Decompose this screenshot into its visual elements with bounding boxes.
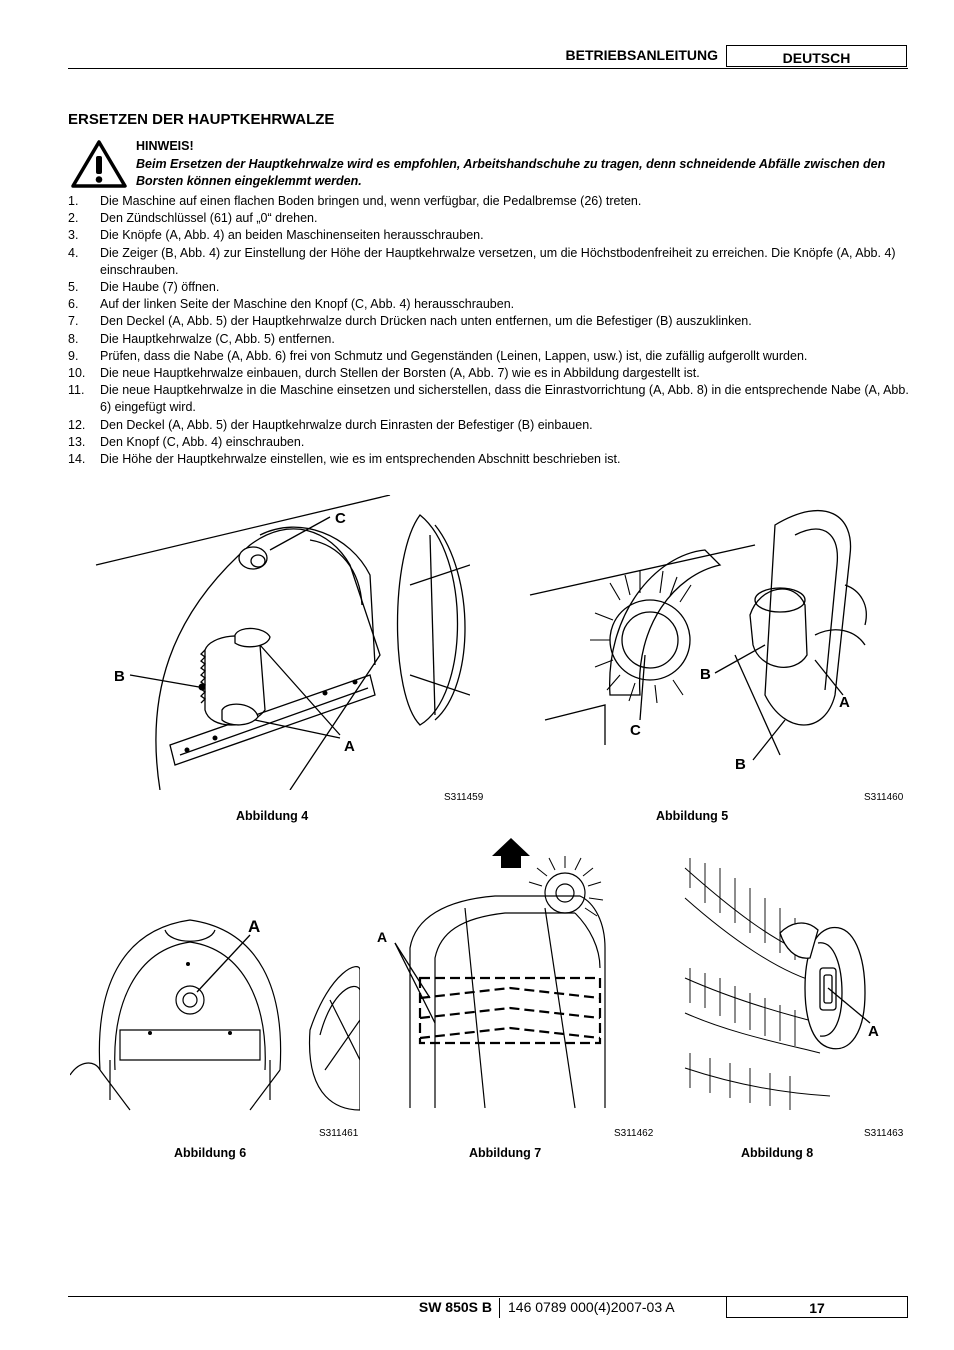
figure-5-illustration [525, 495, 910, 790]
language-box: DEUTSCH [726, 45, 907, 67]
list-item: 7. Den Deckel (A, Abb. 5) der Hauptkehrwalze durch Drücken nach unten entfernen, um die Befestiger (B) auszuklinken. [68, 314, 752, 329]
figure-8-label-a: A [868, 1023, 879, 1040]
arrow-up-icon [492, 838, 530, 868]
list-item: 5. Die Haube (7) öffnen. [68, 280, 220, 295]
footer-doc-code: 146 0789 000(4)2007-03 A [508, 1299, 675, 1315]
figure-7-illustration [375, 838, 625, 1116]
list-item: 13. Den Knopf (C, Abb. 4) einschrauben. [68, 434, 305, 449]
figure-6-label-a: A [248, 917, 261, 936]
list-item: 10. Die neue Hauptkehrwalze einbauen, durch Stellen der Borsten (A, Abb. 7) wie es in Abbildung dargestellt ist. [68, 366, 700, 381]
figure-6-caption: Abbildung 6 [174, 1146, 247, 1160]
list-item: 9. Prüfen, dass die Nabe (A, Abb. 6) frei von Schmutz und Gegenständen (Leinen, Lappen, usw.) ist, die zufällig aufgerollt wurden. [68, 348, 808, 363]
figure-4-label-a: A [344, 738, 355, 755]
figure-6-code: S311461 [319, 1128, 359, 1139]
figure-4-label-b: B [114, 668, 125, 685]
figure-5-caption: Abbildung 5 [656, 809, 729, 823]
figure-5-label-a: A [839, 694, 850, 711]
figure-5-label-b-top: B [700, 666, 711, 683]
list-item: 1. Die Maschine auf einen flachen Boden bringen und, wenn verfügbar, die Pedalbremse (26) treten. [68, 194, 642, 208]
list-item: 12. Den Deckel (A, Abb. 5) der Hauptkehrwalze durch Einrasten der Befestiger (B) einbauen. [68, 417, 593, 432]
manual-title: BETRIEBSANLEITUNG [565, 47, 718, 63]
figure-4-label-c: C [335, 510, 346, 527]
figure-5-label-b-bottom: B [735, 756, 746, 773]
list-item: 2. Den Zündschlüssel (61) auf „0“ drehen. [68, 211, 318, 226]
note-text: Beim Ersetzen der Hauptkehrwalze wird es empfohlen, Arbeitshandschuhe zu tragen, denn schneidende Abfälle zwischen den Borsten können eingeklemmt werden. [136, 157, 886, 188]
list-item: 3. Die Knöpfe (A, Abb. 4) an beiden Maschinenseiten herausschrauben. [68, 228, 484, 243]
figure-7-caption: Abbildung 7 [469, 1146, 542, 1160]
figure-4-code: S311459 [444, 792, 484, 803]
figure-6-illustration [70, 910, 360, 1115]
page-number: 17 [726, 1296, 908, 1318]
figure-5-label-c: C [630, 722, 641, 739]
figure-7-code: S311462 [614, 1128, 654, 1139]
figure-8-illustration [680, 848, 900, 1116]
list-item: 14. Die Höhe der Hauptkehrwalze einstellen, wie es im entsprechenden Abschnitt beschrieben ist. [68, 452, 621, 467]
footer-separator [499, 1298, 500, 1318]
footer-model: SW 850S B [418, 1299, 492, 1315]
warning-triangle-icon [70, 139, 128, 189]
steps-list [68, 193, 914, 468]
section-title: ERSETZEN DER HAUPTKEHRWALZE [68, 111, 335, 128]
figure-8-caption: Abbildung 8 [741, 1146, 814, 1160]
figure-8-code: S311463 [864, 1128, 904, 1139]
figure-4-illustration [90, 495, 470, 790]
note-heading: HINWEIS! [136, 139, 194, 153]
list-item: 8. Die Hauptkehrwalze (C, Abb. 5) entfernen. [68, 331, 335, 346]
list-item: 11. Die neue Hauptkehrwalze in die Maschine einsetzen und sicherstellen, dass die Einrastvorrichtung (A, Abb. 8) in die entsprechende Nabe (A, Abb. 6) eingefügt wird. [68, 383, 909, 415]
header-rule [68, 68, 908, 69]
figure-4-caption: Abbildung 4 [236, 809, 309, 823]
list-item: 4. Die Zeiger (B, Abb. 4) zur Einstellung der Höhe der Hauptkehrwalze versetzen, um die Höchstbodenfreiheit zu erreichen. Die Knöpfe (A, Abb. 4) einschrauben. [68, 245, 896, 277]
list-item: 6. Auf der linken Seite der Maschine den Knopf (C, Abb. 4) herausschrauben. [68, 297, 515, 312]
figure-5-code: S311460 [864, 792, 904, 803]
figure-7-label-a: A [377, 929, 388, 945]
